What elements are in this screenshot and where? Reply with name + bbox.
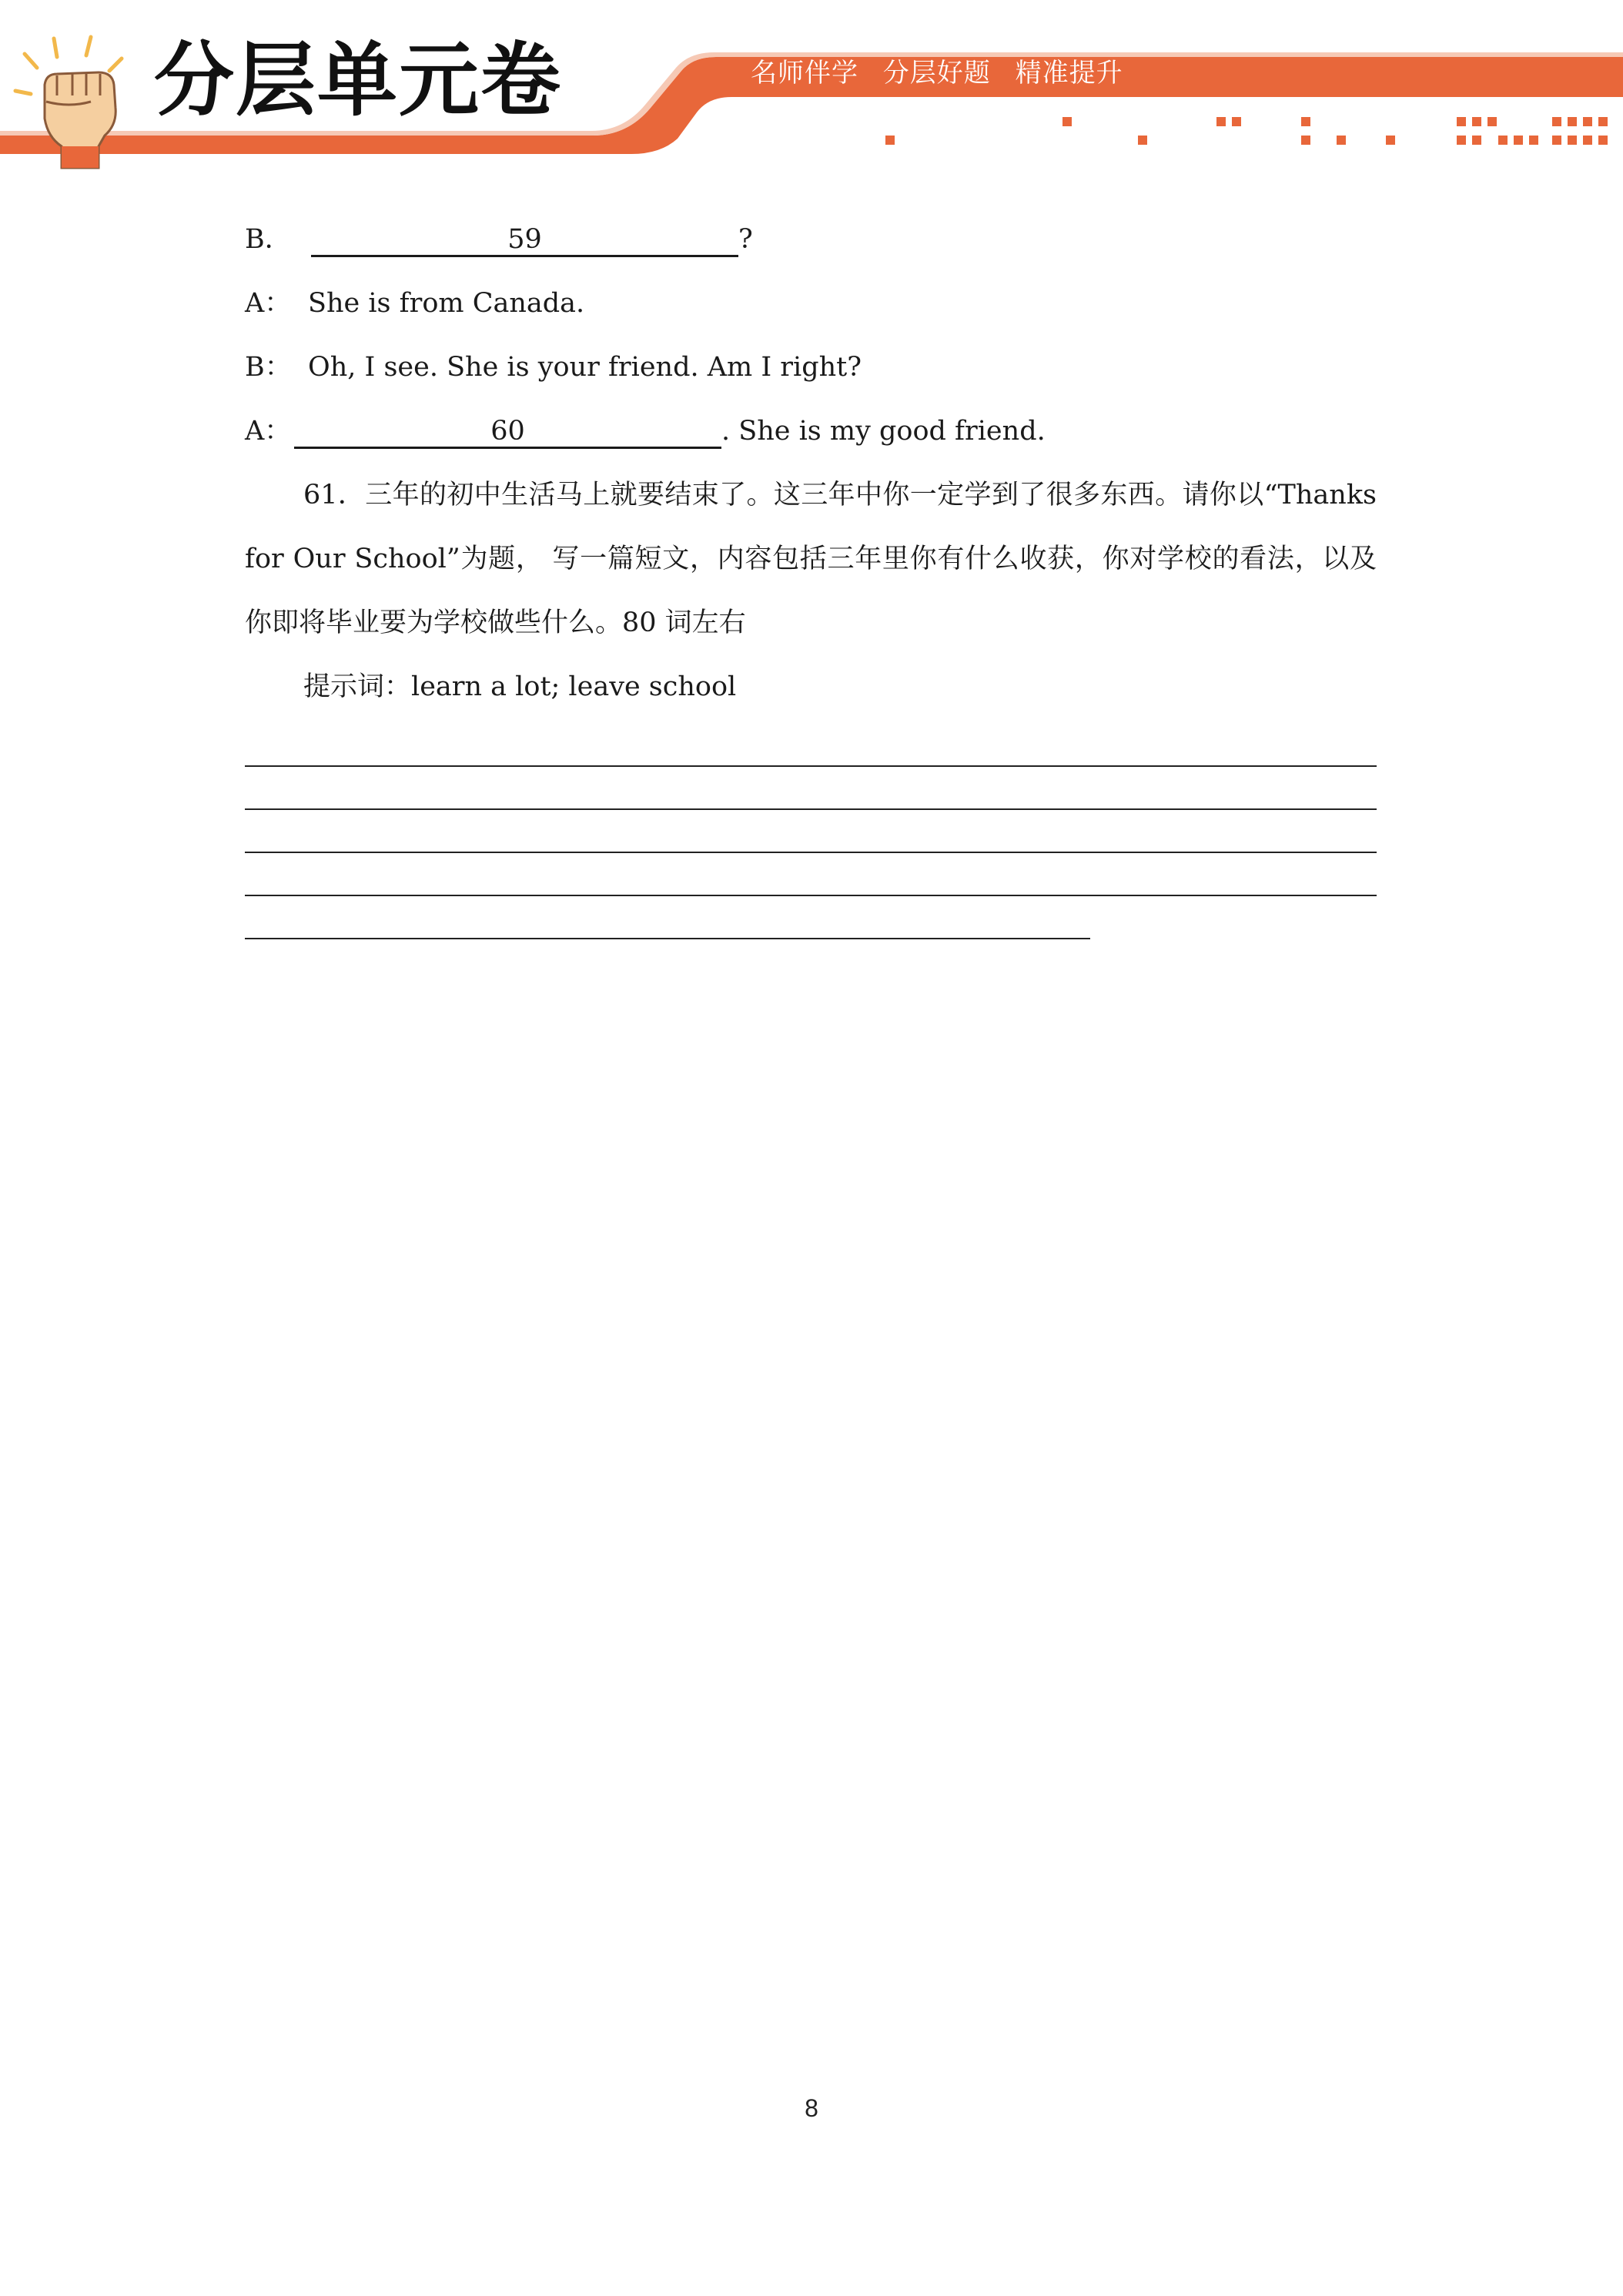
line-ending: . She is my good friend. xyxy=(721,416,1046,447)
answer-blank-59[interactable] xyxy=(311,224,738,257)
dialogue-line-3 xyxy=(245,336,1377,400)
header-slogan: 名师伴学 分层好题 精准提升 xyxy=(751,58,1123,89)
decorative-squares xyxy=(0,0,1623,177)
dialogue-text: She is from Canada. xyxy=(308,288,585,319)
speaker-label: B： xyxy=(245,352,292,383)
dialogue-line-4 xyxy=(245,400,1377,464)
exam-content xyxy=(245,208,1377,719)
writing-line[interactable] xyxy=(245,767,1377,810)
writing-line[interactable] xyxy=(245,853,1377,896)
writing-line[interactable] xyxy=(245,724,1377,767)
question-text: 三年的初中生活马上就要结束了。这三年中你一定学到了很多东西。请你以“Thanks for Our School”为题， 写一篇短文，内容包括三年里你有什么收获，你对学校的看法，以及你即将毕业要为学校做些什么。80 词左右 xyxy=(245,480,1377,638)
question-number: 61． xyxy=(303,480,366,510)
answer-blank-60[interactable] xyxy=(294,416,721,449)
brand-title: 分层单元卷 xyxy=(154,33,563,127)
hint-label: 提示词： xyxy=(303,671,412,702)
speaker-label: A： xyxy=(245,288,292,319)
writing-line[interactable] xyxy=(245,810,1377,853)
writing-line[interactable] xyxy=(245,896,1090,939)
hint-words: learn a lot; leave school xyxy=(411,671,737,702)
blank-number: 60 xyxy=(490,416,525,447)
speaker-label: B． xyxy=(245,224,292,255)
answer-writing-area[interactable] xyxy=(245,724,1377,939)
page-number: 8 xyxy=(805,2094,818,2122)
line-ending: ? xyxy=(738,224,753,255)
writing-question xyxy=(245,464,1377,655)
blank-number: 59 xyxy=(507,224,542,255)
dialogue-line-2 xyxy=(245,272,1377,336)
dialogue-text: Oh, I see. She is your friend. Am I right? xyxy=(308,352,862,383)
speaker-label: A： xyxy=(245,416,292,447)
hint-line xyxy=(245,655,1377,719)
dialogue-line-1 xyxy=(245,208,1377,272)
page-header xyxy=(0,0,1623,177)
